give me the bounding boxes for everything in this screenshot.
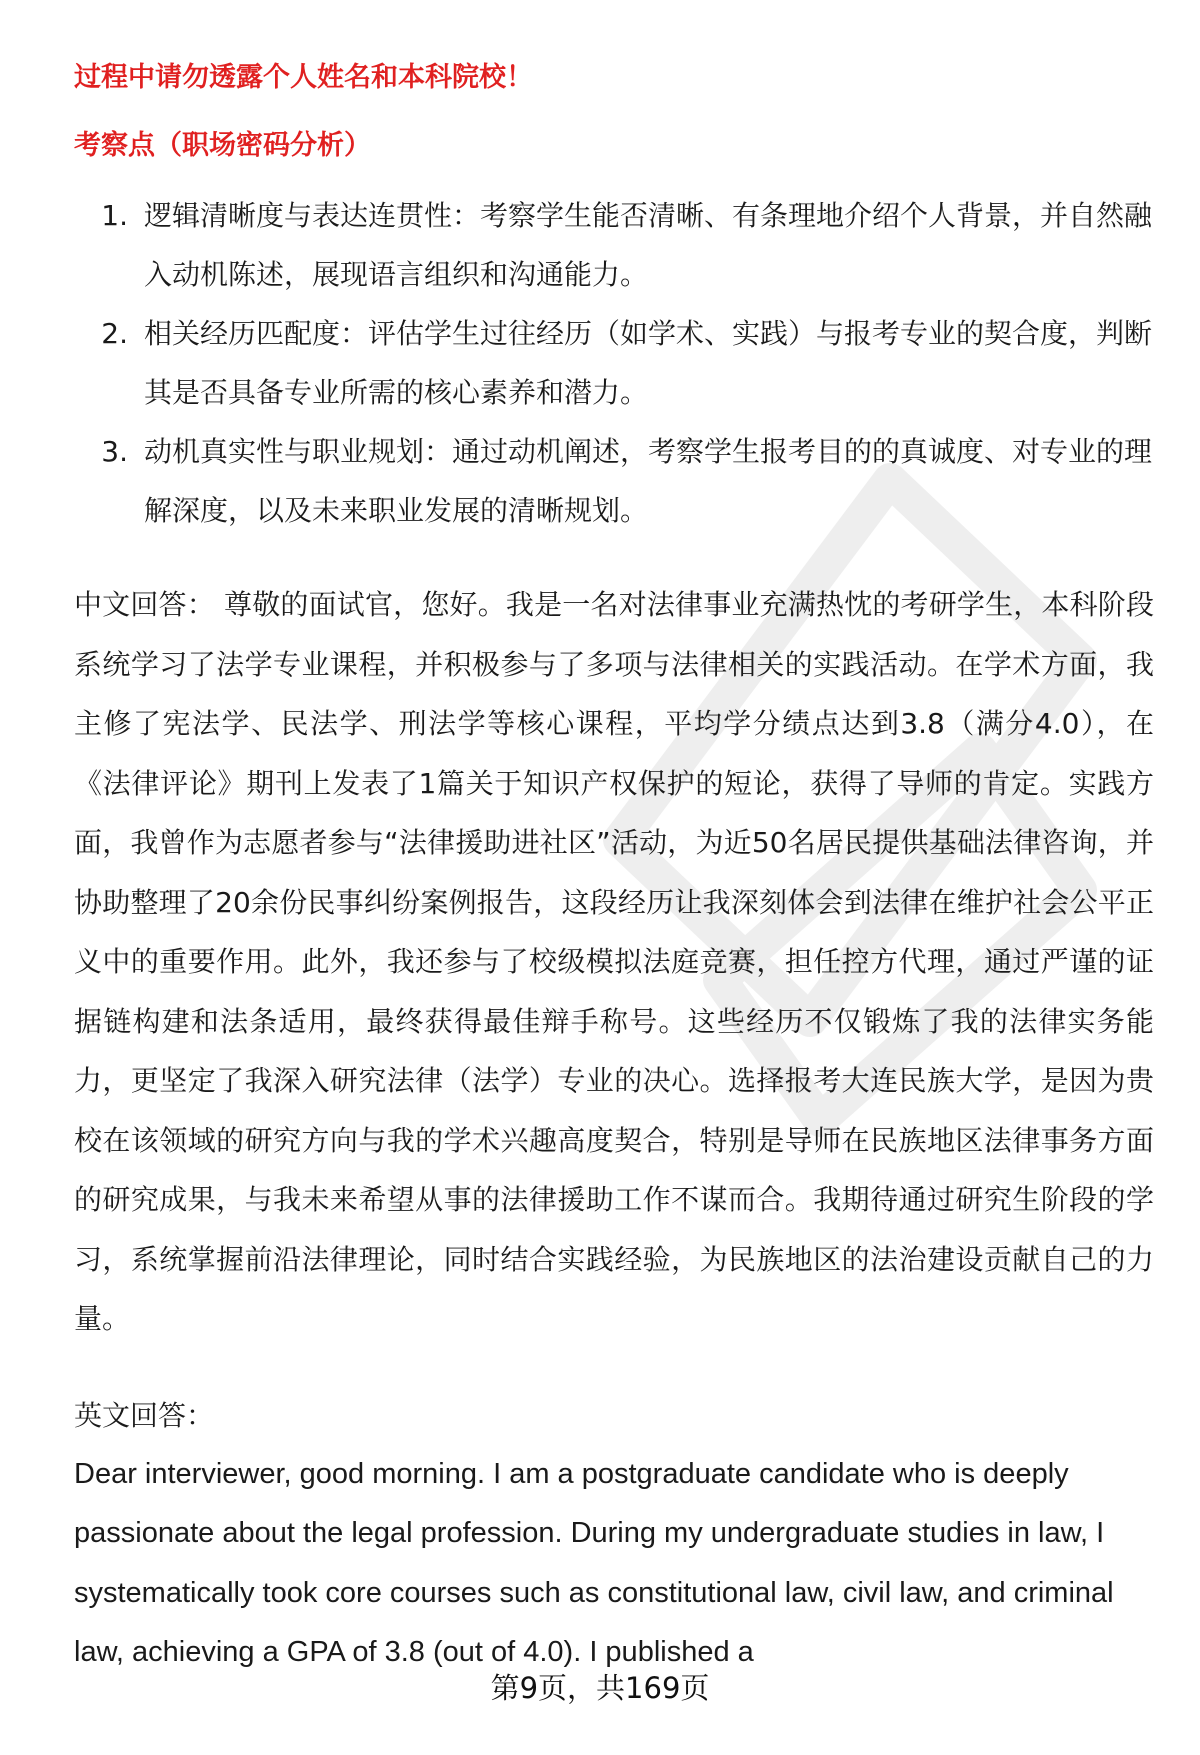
list-item-number: 1.: [101, 199, 128, 232]
page-number-footer: 第9页，共169页: [490, 1671, 710, 1705]
list-item-number: 3.: [101, 435, 128, 468]
assessment-points-list: [74, 186, 1154, 540]
list-item-number: 2.: [101, 317, 128, 350]
section-title: 考察点（职场密码分析）: [74, 130, 371, 161]
privacy-warning: 过程中请勿透露个人姓名和本科院校！: [74, 62, 533, 93]
list-item: [74, 186, 1154, 304]
list-item: [74, 422, 1154, 540]
list-item-text: 相关经历匹配度：评估学生过往经历（如学术、实践）与报考专业的契合度，判断其是否具备专业所需的核心素养和潜力。: [144, 317, 1153, 409]
list-item: [74, 304, 1154, 422]
english-answer-label: 英文回答：: [74, 1398, 215, 1432]
list-item-text: 逻辑清晰度与表达连贯性：考察学生能否清晰、有条理地介绍个人背景，并自然融入动机陈述，展现语言组织和沟通能力。: [144, 199, 1153, 291]
chinese-answer: 中文回答： 尊敬的面试官，您好。我是一名对法律事业充满热忱的考研学生，本科阶段系统学习了法学专业课程，并积极参与了多项与法律相关的实践活动。在学术方面，我主修了宪法学、民法学、刑法学等核心课程，平均学分绩点达到3.8（满分4.0），在《法律评论》期刊上发表了1篇关于知识产权保护的短论，获得了导师的肯定。实践方面，我曾作为志愿者参与“法律援助进社区”活动，为近50名居民提供基础法律咨询，并协助整理了20余份民事纠纷案例报告，这段经历让我深刻体会到法律在维护社会公平正义中的重要作用。此外，我还参与了校级模拟法庭竞赛，担任控方代理，通过严谨的证据链构建和法条适用，最终获得最佳辩手称号。这些经历不仅锻炼了我的法律实务能力，更坚定了我深入研究法律（法学）专业的决心。选择报考大连民族大学，是因为贵校在该领域的研究方向与我的学术兴趣高度契合，特别是导师在民族地区法律事务方面的研究成果，与我未来希望从事的法律援助工作不谋而合。我期待通过研究生阶段的学习，系统掌握前沿法律理论，同时结合实践经验，为民族地区的法治建设贡献自己的力量。: [74, 588, 1154, 1335]
english-answer: Dear interviewer, good morning. I am a postgraduate candidate who is deeply passionate about the legal profession. During my undergraduate studies in law, I systematically took core courses such as constitutional law, civil law, and criminal law, achieving a GPA of 3.8 (out of 4.0). I published a: [74, 1457, 1114, 1668]
document-page: [74, 58, 1154, 1683]
list-item-text: 动机真实性与职业规划：通过动机阐述，考察学生报考目的的真诚度、对专业的理解深度，以及未来职业发展的清晰规划。: [144, 435, 1153, 527]
